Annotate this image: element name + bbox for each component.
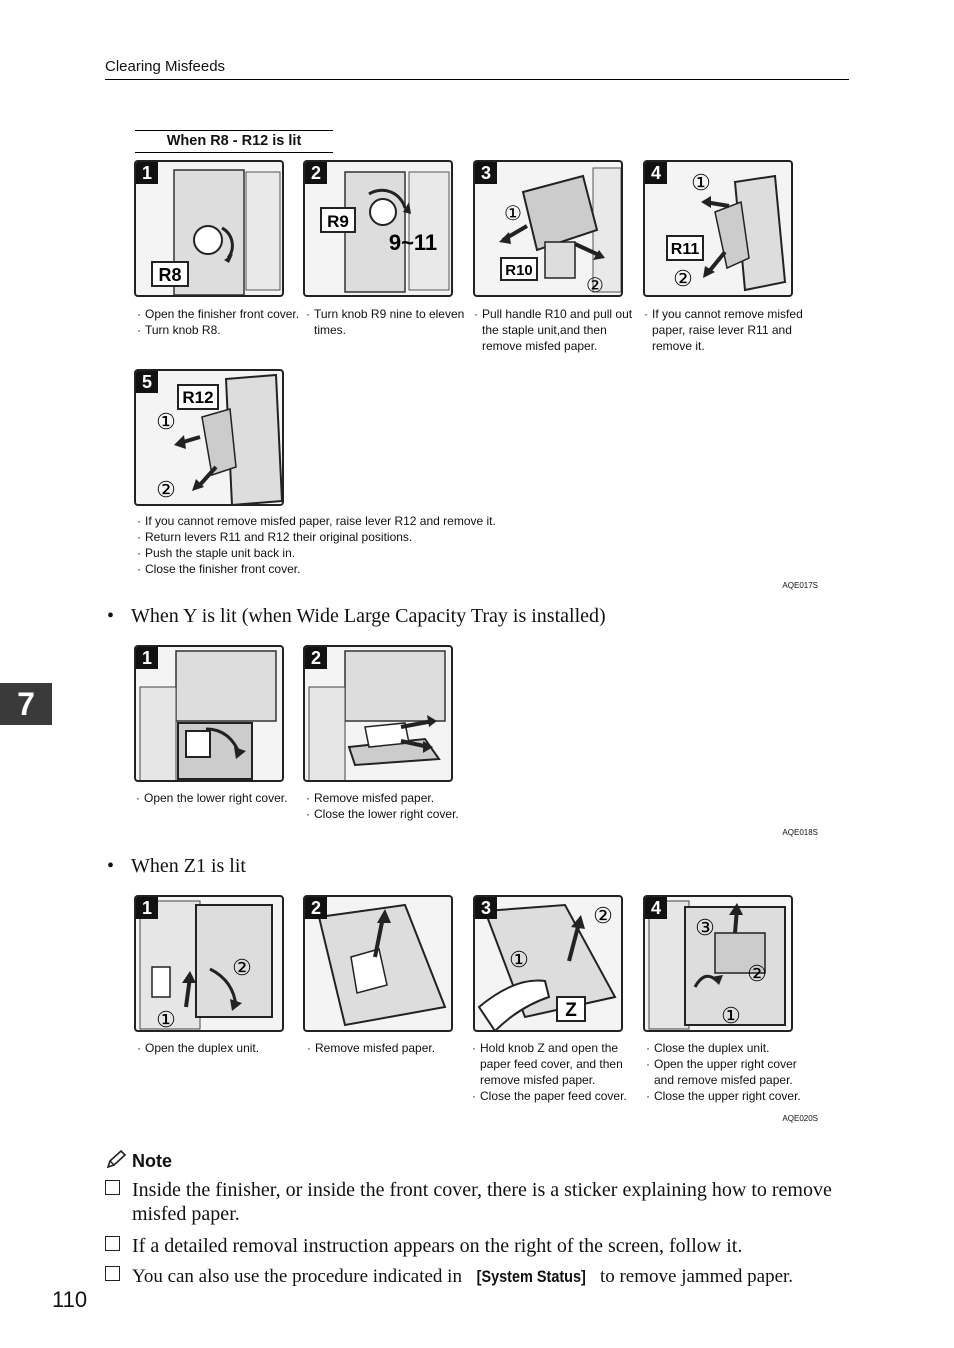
caption-line: · Close the upper right cover.	[646, 1088, 818, 1104]
turn-count-label: 9~11	[388, 230, 438, 255]
circled-2: ②	[156, 477, 176, 502]
step-number: 1	[136, 162, 158, 184]
caption-line: · Close the lower right cover.	[306, 806, 474, 822]
step-number: 5	[136, 371, 158, 393]
lever-r11-illustration	[645, 162, 793, 297]
chapter-tab: 7	[0, 683, 52, 725]
illustration-r8-step-2	[303, 160, 453, 297]
illustration-y-step-1	[134, 645, 284, 782]
caption-line: · Open the duplex unit.	[137, 1040, 305, 1056]
circled-3: ③	[695, 915, 715, 940]
section-label-r8-r12: When R8 - R12 is lit	[135, 130, 333, 153]
tag-z: Z	[565, 1000, 577, 1021]
step-number: 4	[645, 897, 667, 919]
illustration-z1-step-3	[473, 895, 623, 1032]
note-item-text-after: to remove jammed paper.	[599, 1266, 794, 1287]
caption-r8-step-1	[137, 306, 305, 338]
lower-right-cover-illustration	[136, 647, 284, 782]
bullet-mark: •	[107, 855, 115, 877]
circled-1: ①	[721, 1003, 741, 1028]
tag-r12: R12	[182, 388, 214, 407]
note-item-3	[105, 1265, 853, 1289]
caption-r8-step-4	[644, 306, 804, 354]
duplex-remove-paper-illustration	[305, 897, 453, 1032]
caption-line: · Return levers R11 and R12 their original positions.	[137, 529, 557, 545]
note-item-2	[105, 1234, 880, 1258]
circled-1: ①	[509, 947, 529, 972]
step-number: 2	[305, 162, 327, 184]
knob-r9-illustration	[305, 162, 453, 297]
illustration-z1-step-2	[303, 895, 453, 1032]
caption-line: · Remove misfed paper.	[306, 790, 474, 806]
circled-1: ①	[156, 1007, 176, 1032]
caption-line: · If you cannot remove misfed paper, raise lever R12 and remove it.	[137, 513, 557, 529]
bullet-heading-y	[107, 605, 606, 628]
caption-line: · Close the duplex unit.	[646, 1040, 818, 1056]
checkbox-icon	[105, 1180, 120, 1195]
caption-line: · Open the lower right cover.	[136, 790, 304, 806]
caption-line: · Open the finisher front cover.	[137, 306, 305, 322]
circled-1: ①	[156, 409, 176, 434]
pencil-icon	[105, 1150, 127, 1170]
step-number: 3	[475, 897, 497, 919]
page-number: 110	[52, 1287, 88, 1312]
circled-2: ②	[593, 903, 613, 928]
illustration-z1-step-1	[134, 895, 284, 1032]
circled-1: ①	[691, 170, 711, 195]
caption-z1-step-4	[646, 1040, 818, 1104]
staple-unit-illustration	[475, 162, 623, 297]
remove-paper-illustration	[305, 647, 453, 782]
bullet-heading-z1	[107, 855, 246, 878]
illustration-z1-step-4	[643, 895, 793, 1032]
note-heading	[105, 1150, 172, 1172]
note-item-1	[105, 1178, 880, 1226]
caption-line: · Close the paper feed cover.	[472, 1088, 644, 1104]
figure-code: AQE017S	[782, 581, 818, 590]
caption-z1-step-2	[307, 1040, 475, 1056]
tag-r10: R10	[505, 262, 533, 279]
heading-text: When Y is lit (when Wide Large Capacity Tray is installed)	[131, 605, 606, 627]
caption-line: · Push the staple unit back in.	[137, 545, 557, 561]
knob-z-illustration	[475, 897, 623, 1032]
caption-line: · Hold knob Z and open the paper feed cover, and then remove misfed paper.	[472, 1040, 644, 1088]
bullet-mark: •	[107, 605, 115, 627]
tag-r11: R11	[670, 241, 700, 258]
upper-right-cover-illustration	[645, 897, 793, 1032]
step-number: 2	[305, 647, 327, 669]
illustration-r8-step-3	[473, 160, 623, 297]
caption-line: · If you cannot remove misfed paper, raise lever R11 and remove it.	[644, 306, 804, 354]
illustration-y-step-2	[303, 645, 453, 782]
note-item-text: If a detailed removal instruction appears on the right of the screen, follow it.	[132, 1235, 743, 1257]
heading-text: When Z1 is lit	[131, 855, 246, 877]
figure-code: AQE020S	[782, 1114, 818, 1123]
note-title: Note	[132, 1151, 173, 1171]
caption-r8-step-5	[137, 513, 557, 577]
note-item-text-before: You can also use the procedure indicated in	[132, 1266, 462, 1287]
illustration-r8-step-1	[134, 160, 284, 297]
caption-y-step-1	[136, 790, 304, 806]
caption-line: · Remove misfed paper.	[307, 1040, 475, 1056]
step-number: 3	[475, 162, 497, 184]
caption-r8-step-3	[474, 306, 642, 354]
caption-line: · Pull handle R10 and pull out the staple unit,and then remove misfed paper.	[474, 306, 642, 354]
caption-line: · Turn knob R9 nine to eleven times.	[306, 306, 474, 338]
circled-2: ②	[232, 955, 252, 980]
checkbox-icon	[105, 1266, 120, 1281]
step-number: 4	[645, 162, 667, 184]
circled-2: ②	[586, 275, 604, 297]
illustration-r8-step-5	[134, 369, 284, 506]
duplex-unit-illustration	[136, 897, 284, 1032]
step-number: 1	[136, 647, 158, 669]
caption-r8-step-2	[306, 306, 474, 338]
finisher-knob-illustration	[136, 162, 284, 297]
tag-r8: R8	[158, 265, 182, 285]
circled-2: ②	[673, 266, 693, 291]
caption-z1-step-1	[137, 1040, 305, 1056]
caption-line: · Turn knob R8.	[137, 322, 305, 338]
caption-y-step-2	[306, 790, 474, 822]
caption-line: · Close the finisher front cover.	[137, 561, 557, 577]
figure-code: AQE018S	[782, 828, 818, 837]
step-number: 1	[136, 897, 158, 919]
circled-1: ①	[504, 203, 522, 225]
header-rule	[105, 79, 849, 80]
note-item-text: Inside the finisher, or inside the front cover, there is a sticker explaining how to remove misfed paper.	[132, 1179, 832, 1225]
running-header: Clearing Misfeeds	[105, 58, 226, 75]
caption-z1-step-3	[472, 1040, 644, 1104]
system-status-key: [System Status]	[476, 1267, 586, 1286]
circled-2: ②	[747, 961, 767, 986]
illustration-r8-step-4	[643, 160, 793, 297]
lever-r12-illustration	[136, 371, 284, 506]
tag-r9: R9	[327, 212, 349, 231]
checkbox-icon	[105, 1236, 120, 1251]
step-number: 2	[305, 897, 327, 919]
caption-line: · Open the upper right cover and remove misfed paper.	[646, 1056, 818, 1088]
